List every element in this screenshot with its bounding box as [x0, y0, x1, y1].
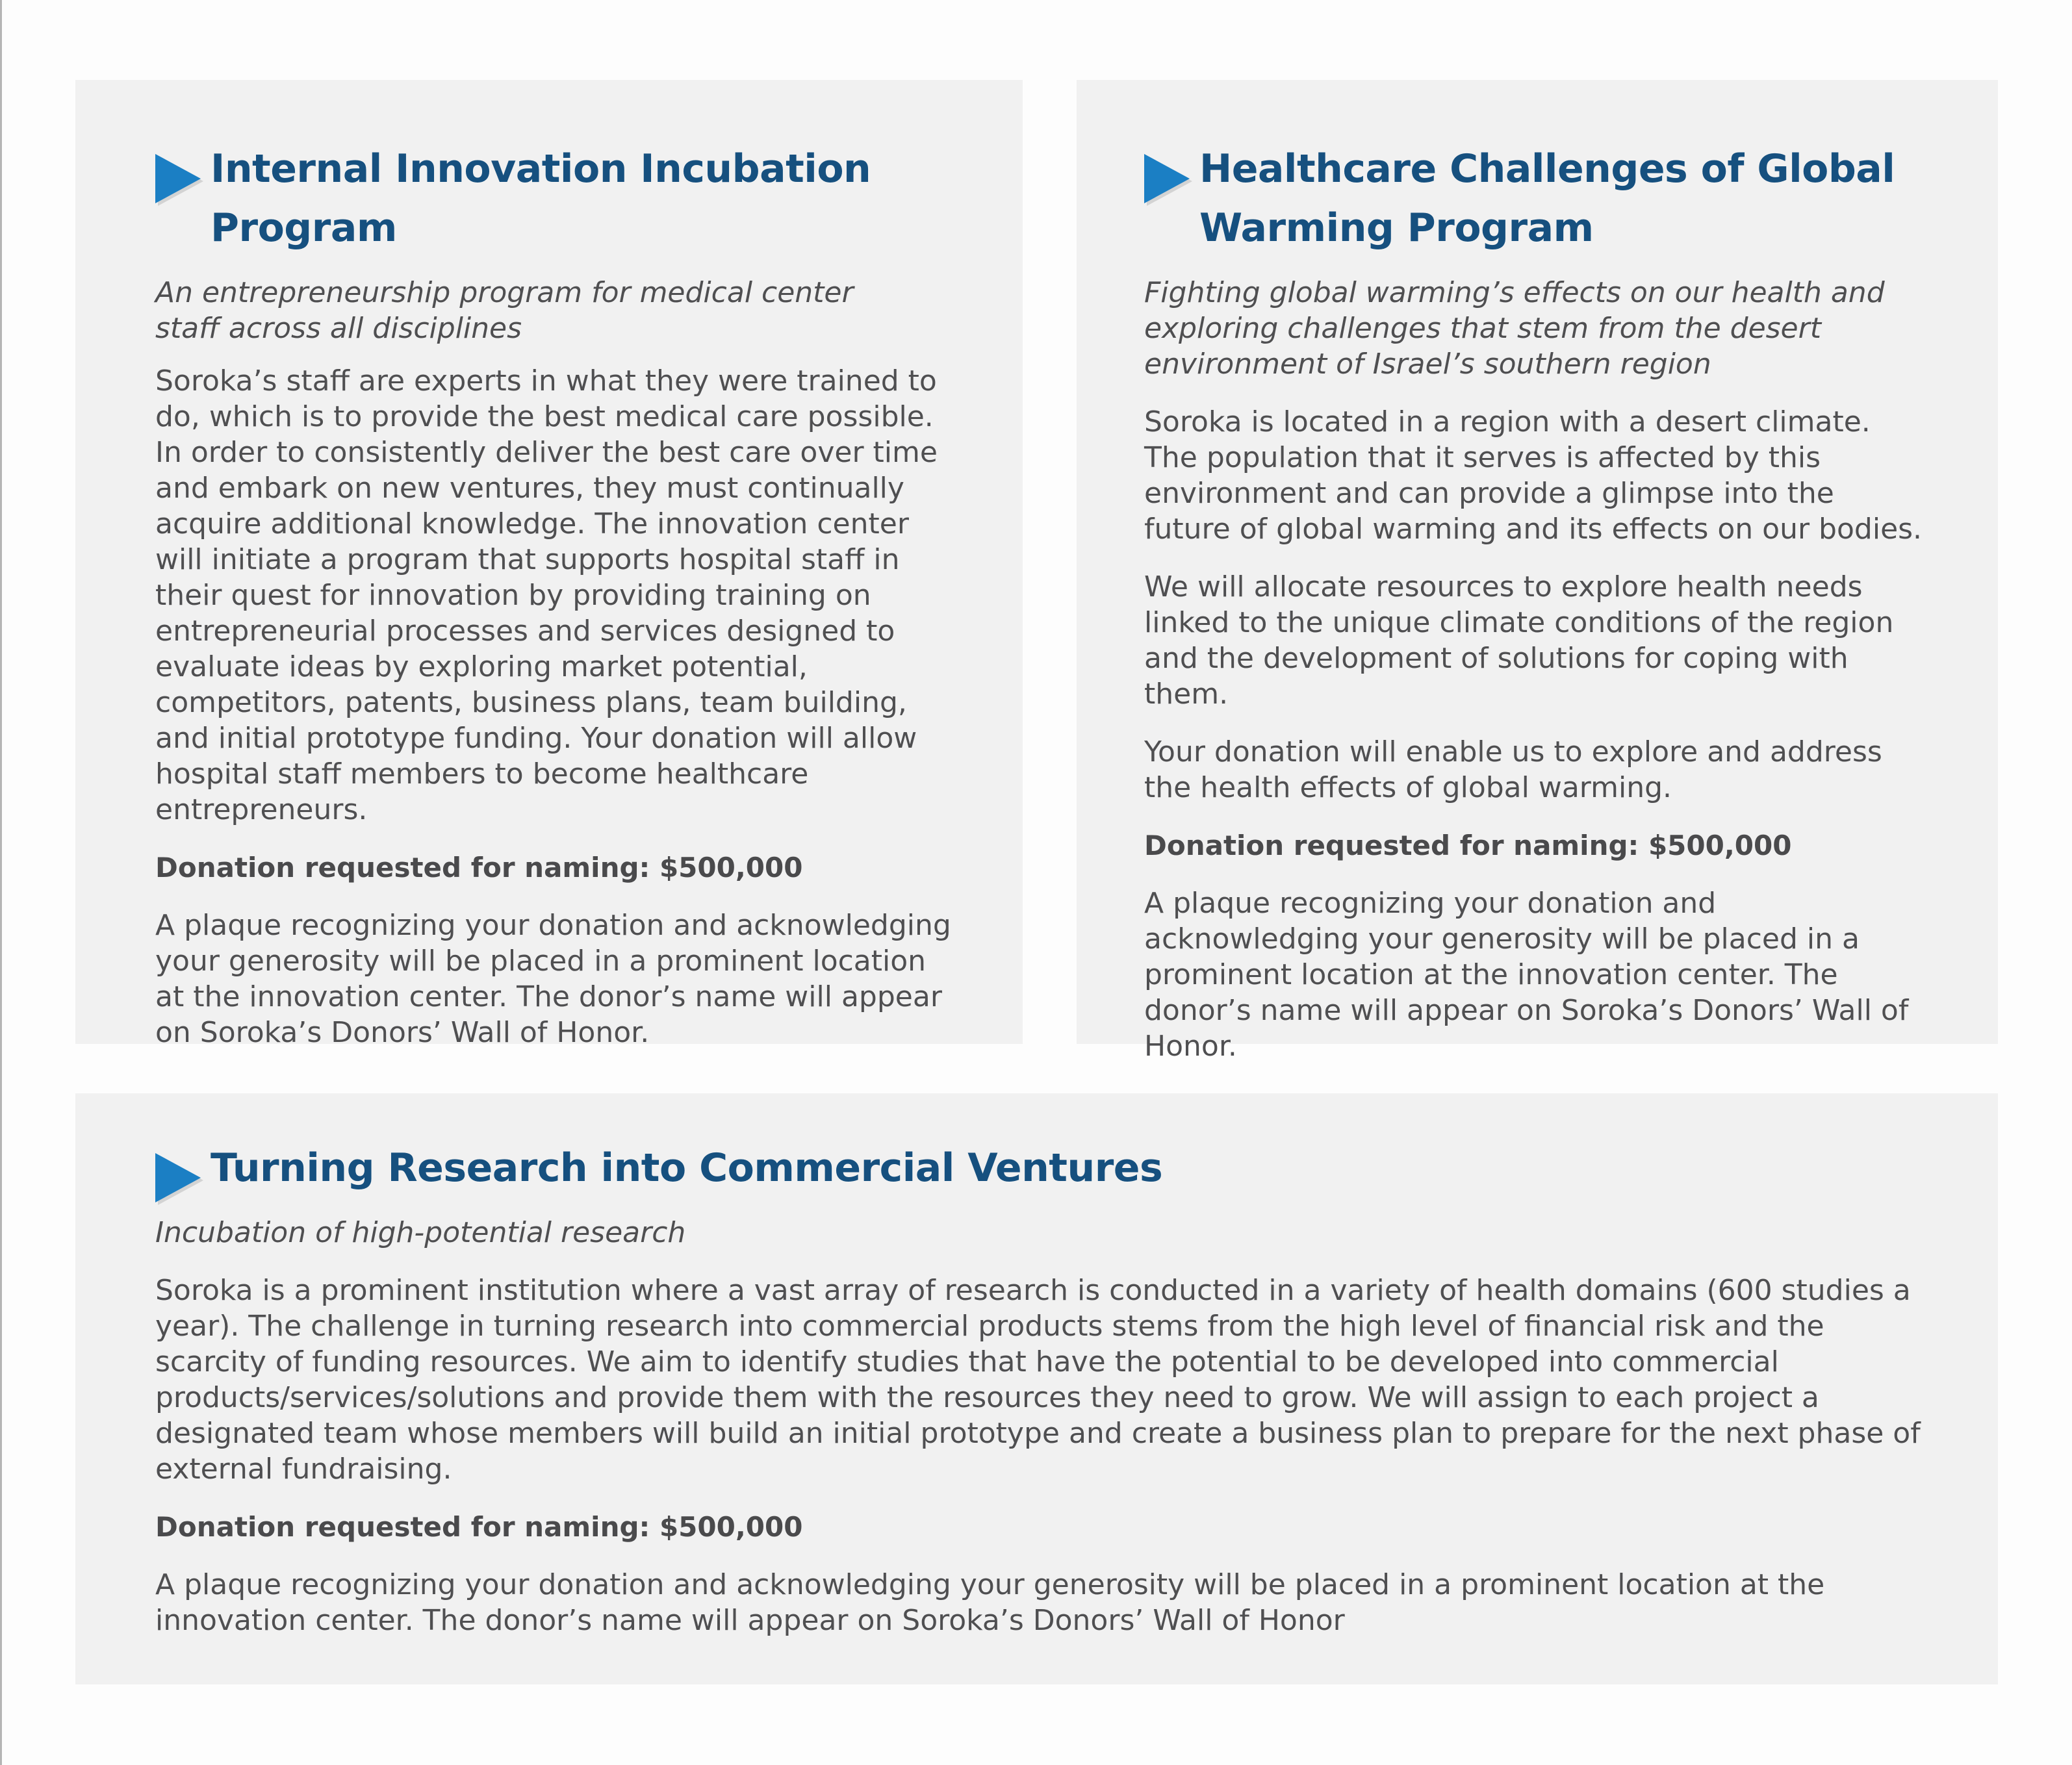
- card-paragraph: Soroka is located in a region with a desert climate. The population that it serves is affected by this environment and can provide a glimpse into the future of global warming and its effects on our bodies.: [1144, 405, 1923, 546]
- card-paragraph: Soroka is a prominent institution where a vast array of research is conducted in a variety of health domains (600 studies a year). The challenge in turning research into commercial products stems from the high level of financial risk and the scarcity of funding resources. We aim to identify studies that have the potential to be developed into commercial products/services/solutions and provide them with the resources they need to grow. We will assign to each project a designated team whose members will build an initial prototype and create a business plan to prepare for the next phase of external fundraising.: [155, 1274, 1921, 1486]
- plaque-text: A plaque recognizing your donation and acknowledging your generosity will be placed in a prominent location at the innovation center. The donor’s name will appear on Soroka’s Donors’ Wall of Honor: [155, 1568, 1825, 1637]
- card-title: Internal Innovation Incubation Program: [211, 146, 871, 251]
- card-paragraph: Your donation will enable us to explore and address the health effects of global warming.: [1144, 735, 1882, 804]
- card-paragraph: We will allocate resources to explore health needs linked to the unique climate conditions of the region and the development of solutions for coping with them.: [1144, 570, 1894, 711]
- card-subtitle: An entrepreneurship program for medical center staff across all disciplines: [155, 276, 854, 345]
- plaque-text: A plaque recognizing your donation and acknowledging your generosity will be placed in a prominent location at the innovation center. The donor’s name will appear on Soroka’s Donors’ Wall of Honor.: [155, 909, 951, 1049]
- card-heading: [155, 1139, 1926, 1198]
- triangle-arrow-icon: [155, 154, 201, 203]
- triangle-arrow-icon: [155, 1153, 201, 1202]
- donation-amount: Donation requested for naming: $500,000: [155, 852, 803, 883]
- triangle-arrow-icon: [1144, 154, 1190, 203]
- card-title: Turning Research into Commercial Ventures: [211, 1145, 1163, 1191]
- card-heading: [1144, 140, 1926, 258]
- card-subtitle: Incubation of high-potential research: [155, 1216, 686, 1249]
- program-card-internal-innovation: [75, 80, 1023, 1049]
- plaque-text: A plaque recognizing your donation and acknowledging your generosity will be placed in a prominent location at the innovation center. The donor’s name will appear on Soroka’s Donors’ Wall of Honor.: [1144, 887, 1909, 1063]
- program-card-commercial-ventures: [75, 1093, 1998, 1684]
- page-edge-line: [0, 0, 2, 1765]
- card-subtitle: Fighting global warming’s effects on our health and exploring challenges that stem from the desert environment of Israel’s southern region: [1144, 276, 1885, 381]
- donation-amount: Donation requested for naming: $500,000: [155, 1511, 803, 1543]
- card-paragraph: Soroka’s staff are experts in what they were trained to do, which is to provide the best medical care possible. In order to consistently deliver the best care over time and embark on new ventures, they must continually acquire additional knowledge. The innovation center will initiate a program that supports hospital staff in their quest for innovation by providing training on entrepreneurial processes and services designed to evaluate ideas by exploring market potential, competitors, patents, business plans, team building, and initial prototype funding. Your donation will allow hospital staff members to become healthcare entrepreneurs.: [155, 364, 938, 826]
- donation-amount: Donation requested for naming: $500,000: [1144, 830, 1792, 861]
- card-heading: [155, 140, 951, 258]
- program-card-global-warming: [1077, 80, 1998, 1063]
- card-title: Healthcare Challenges of Global Warming Program: [1199, 146, 1895, 251]
